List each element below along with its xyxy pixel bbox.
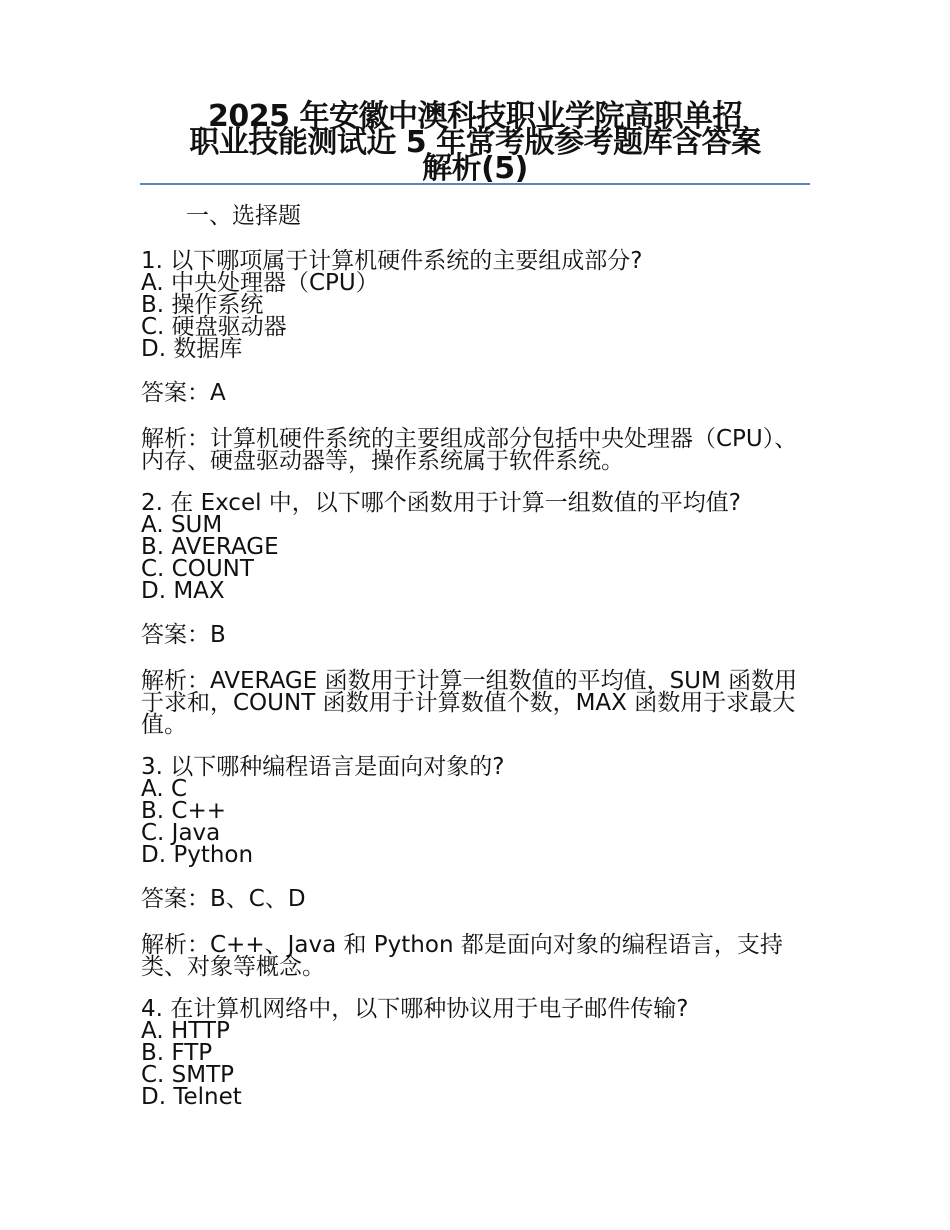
explanation-text: 解析：AVERAGE 函数用于计算一组数值的平均值，SUM 函数用于求和，COUNT 函数用于计算数值个数，MAX 函数用于求最大值。 xyxy=(141,668,798,738)
question-block xyxy=(141,998,809,1108)
answer-text: 答案：A xyxy=(141,380,226,406)
question-4 xyxy=(141,998,809,1108)
option-c: C. Java xyxy=(141,820,221,846)
option-d: D. Python xyxy=(141,842,254,868)
document-body xyxy=(141,200,809,1128)
option-b: B. FTP xyxy=(141,1040,213,1066)
explanation-text: 解析：C++、Java 和 Python 都是面向对象的编程语言，支持类、对象等概念。 xyxy=(141,932,783,980)
option-d: D. Telnet xyxy=(141,1084,242,1110)
question-block xyxy=(141,250,809,360)
option-b: B. AVERAGE xyxy=(141,534,279,560)
answer-text: 答案：B、C、D xyxy=(141,886,306,912)
option-d: D. MAX xyxy=(141,578,225,604)
question-text: 1. 以下哪项属于计算机硬件系统的主要组成部分? xyxy=(141,248,643,274)
option-a: A. 中央处理器（CPU） xyxy=(141,270,379,296)
question-3 xyxy=(141,756,809,978)
section-heading: 一、选择题 xyxy=(186,203,301,229)
question-text: 2. 在 Excel 中，以下哪个函数用于计算一组数值的平均值? xyxy=(141,490,742,516)
option-c: C. COUNT xyxy=(141,556,254,582)
option-d: D. 数据库 xyxy=(141,336,243,362)
document-title xyxy=(140,99,810,186)
answer-text: 答案：B xyxy=(141,622,226,648)
option-a: A. SUM xyxy=(141,512,223,538)
question-1 xyxy=(141,250,809,472)
question-block xyxy=(141,492,809,602)
question-text: 4. 在计算机网络中，以下哪种协议用于电子邮件传输? xyxy=(141,996,689,1022)
option-c: C. 硬盘驱动器 xyxy=(141,314,287,340)
question-2 xyxy=(141,492,809,736)
option-a: A. HTTP xyxy=(141,1018,230,1044)
option-a: A. C xyxy=(141,776,188,802)
title-line-3: 解析(5) xyxy=(422,151,528,186)
explanation-text: 解析：计算机硬件系统的主要组成部分包括中央处理器（CPU）、内存、硬盘驱动器等，操作系统属于软件系统。 xyxy=(141,426,798,474)
question-text: 3. 以下哪种编程语言是面向对象的? xyxy=(141,754,505,780)
option-b: B. 操作系统 xyxy=(141,292,264,318)
title-line-2: 职业技能测试近 5 年常考版参考题库含答案 xyxy=(189,125,761,160)
option-c: C. SMTP xyxy=(141,1062,235,1088)
question-block xyxy=(141,756,809,866)
option-b: B. C++ xyxy=(141,798,227,824)
title-divider xyxy=(140,183,810,185)
title-line-1: 2025 年安徽中澳科技职业学院高职单招 xyxy=(208,99,742,134)
